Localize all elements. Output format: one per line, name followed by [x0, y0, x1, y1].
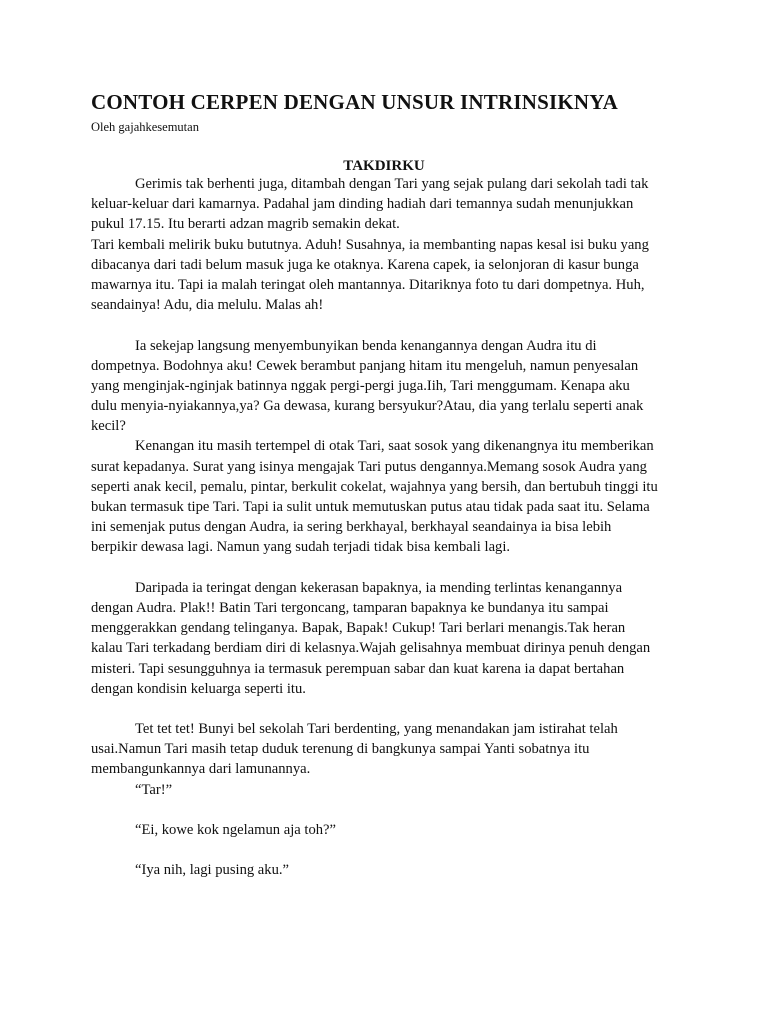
- blank-line: [91, 558, 701, 578]
- text-line: Tet tet tet! Bunyi bel sekolah Tari berdenting, yang menandakan jam istirahat telah: [135, 721, 618, 738]
- text-line: dulu menyia-nyiakannya,ya? Ga dewasa, kurang bersyukur?Atau, dia yang terlalu seperti anak: [91, 398, 644, 415]
- text-line: Daripada ia teringat dengan kekerasan bapaknya, ia mending terlintas kenangannya: [135, 579, 623, 596]
- document-title: CONTOH CERPEN DENGAN UNSUR INTRINSIKNYA: [91, 90, 619, 114]
- text-line: dompetnya. Bodohnya aku! Cewek berambut panjang hitam itu mengeluh, namun penyesalan: [91, 357, 639, 374]
- author-byline: Oleh gajahkesemutan: [91, 120, 199, 134]
- blank-line: [91, 800, 701, 820]
- text-line: Kenangan itu masih tertempel di otak Tari, saat sosok yang dikenangnya itu memberikan: [135, 438, 654, 455]
- text-line: mawarnya itu. Tapi ia malah teringat oleh mantannya. Ditariknya foto tu dari dompetnya. Huh,: [91, 276, 645, 293]
- text-line: Ia sekejap langsung menyembunyikan benda kenangannya dengan Audra itu di: [135, 337, 597, 354]
- text-line: yang menginjak-nginjak batinnya nggak pergi-pergi juga.Iih, Tari menggumam. Kenapa aku: [91, 377, 630, 394]
- text-line: “Ei, kowe kok ngelamun aja toh?”: [135, 822, 336, 838]
- story-body: [91, 174, 701, 881]
- text-line: bukan termasuk tipe Tari. Tapi ia sulit untuk memutuskan putus atau tidak pada saat itu. Selama: [91, 499, 650, 515]
- text-line: berpikir dewasa lagi. Namun yang sudah terjadi tidak bisa kembali lagi.: [91, 539, 511, 556]
- text-line: “Tar!”: [135, 781, 173, 798]
- text-line: dibacanya dari tadi belum masuk juga ke otaknya. Karena capek, ia selonjoran di kasur bunga: [91, 256, 639, 273]
- text-line: seandainya! Adu, dia melulu. Malas ah!: [91, 297, 324, 314]
- text-line: dengan kondisin keluarga seperti itu.: [91, 680, 306, 697]
- text-line: Tari kembali melirik buku bututnya. Aduh! Susahnya, ia membanting napas kesal isi buku yang: [91, 236, 649, 253]
- story-title: TAKDIRKU: [343, 158, 425, 174]
- blank-line: [91, 315, 701, 335]
- text-line: dengan Audra. Plak!! Batin Tari tergoncang, tamparan bapaknya ke bundanya itu sampai: [91, 599, 609, 616]
- text-line: ini semenjak putus dengan Audra, ia sering berkhayal, berkhayal seandainya ia bisa lebih: [91, 519, 612, 536]
- text-line: seperti anak kecil, pemalu, pintar, berkulit cokelat, wajahnya yang bersih, dan bertubuh tinggi itu: [91, 478, 658, 495]
- text-line: surat kepadanya. Surat yang isinya mengajak Tari putus dengannya.Memang sosok Audra yang: [91, 458, 647, 475]
- text-line: misteri. Tapi sesungguhnya ia termasuk perempuan sabar dan kuat karena ia dapat bertahan: [91, 660, 625, 677]
- text-line: membangunkannya dari lamunannya.: [91, 761, 311, 778]
- text-line: keluar-keluar dari kamarnya. Padahal jam dinding hadiah dari temannya sudah menunjukkan: [91, 196, 634, 213]
- blank-line: [91, 840, 701, 860]
- text-line: kalau Tari terkadang berdiam diri di kelasnya.Wajah gelisahnya membuat dirinya penuh dengan: [91, 640, 651, 657]
- text-line: pukul 17.15. Itu berarti adzan magrib semakin dekat.: [91, 216, 400, 233]
- text-line: Gerimis tak berhenti juga, ditambah dengan Tari yang sejak pulang dari sekolah tadi tak: [135, 176, 649, 192]
- text-line: usai.Namun Tari masih tetap duduk terenung di bangkunya sampai Yanti sobatnya itu: [91, 741, 590, 758]
- text-line: “Iya nih, lagi pusing aku.”: [135, 862, 290, 879]
- text-line: kecil?: [91, 418, 126, 435]
- blank-line: [91, 699, 701, 719]
- text-line: menggerakkan gendang telinganya. Bapak, Bapak! Cukup! Tari berlari menangis.Tak heran: [91, 620, 626, 637]
